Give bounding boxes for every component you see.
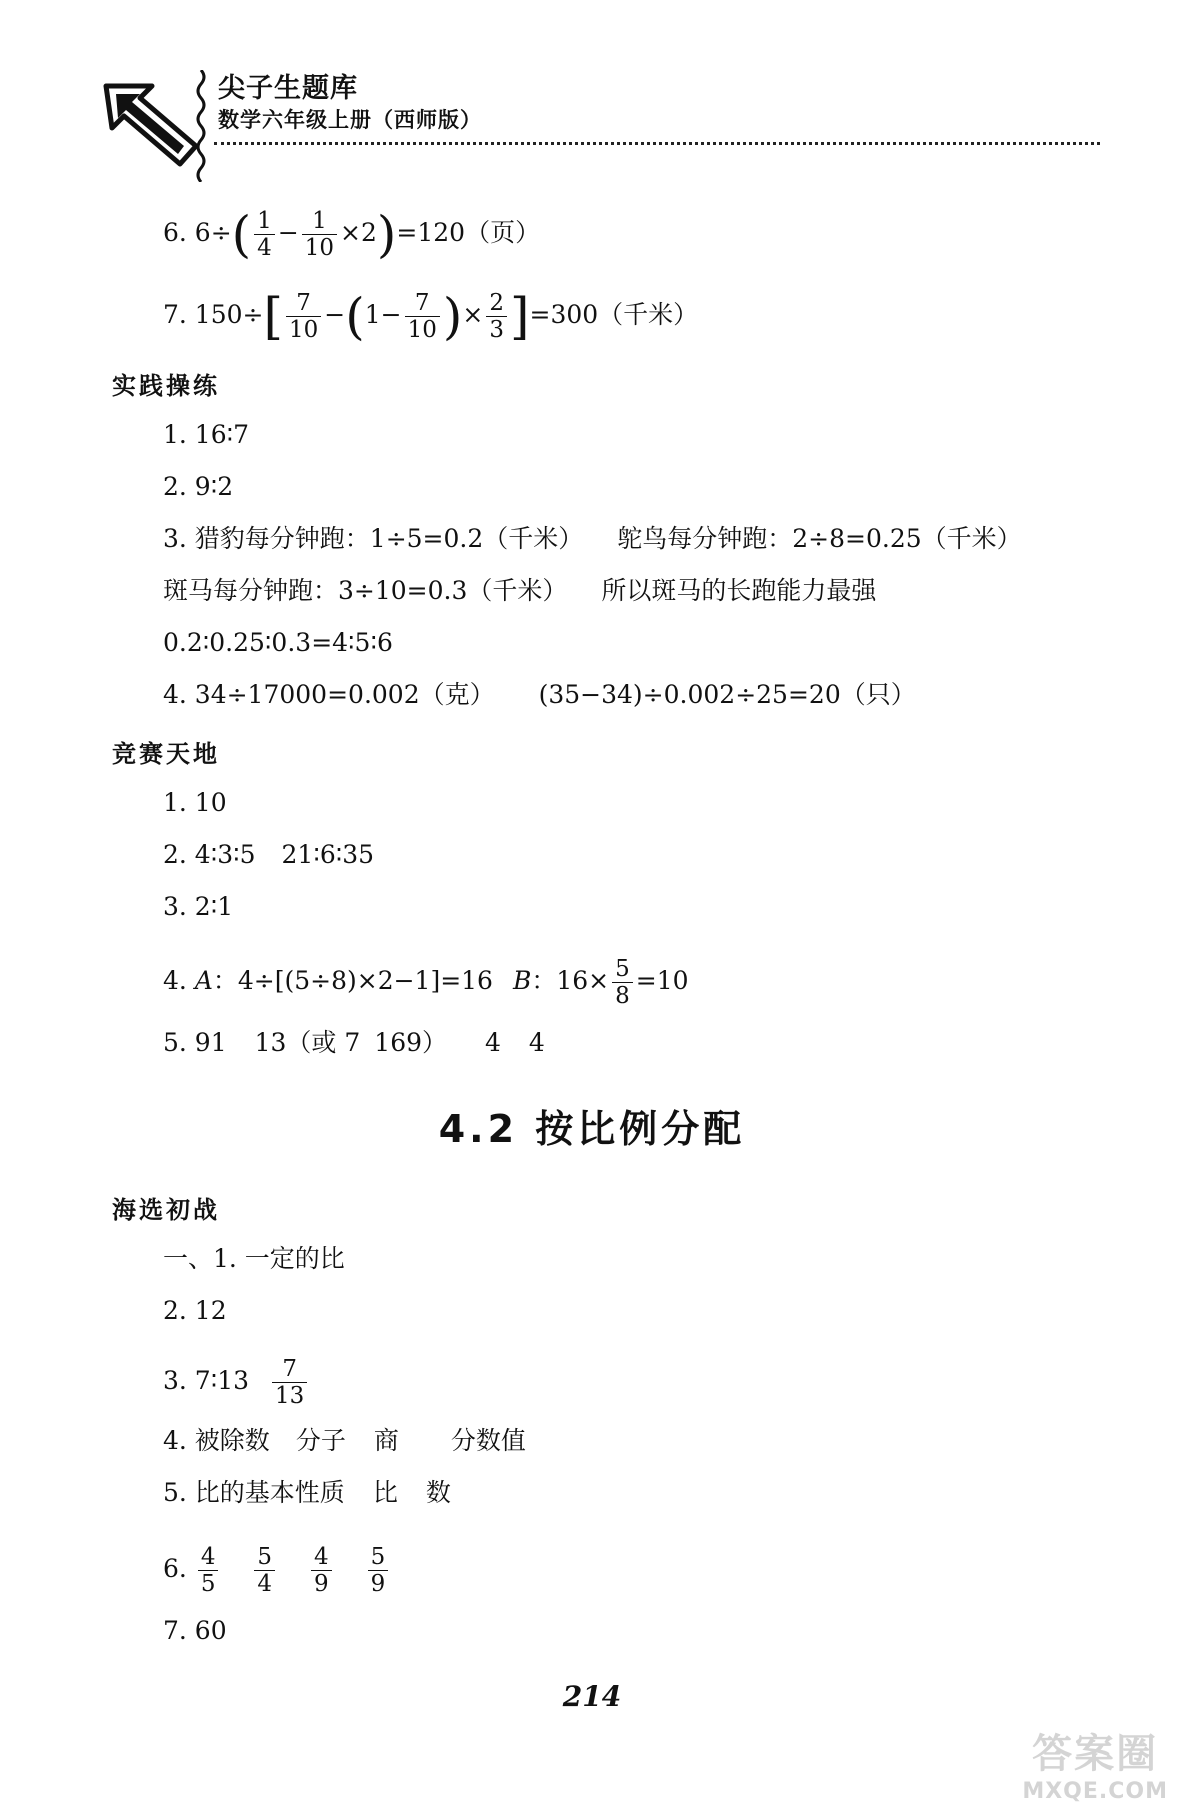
practice-item-2: 2. 9∶2 <box>163 472 234 501</box>
fraction: $\frac{2}{3}$ <box>486 290 507 343</box>
arrow-logo-icon <box>100 80 208 170</box>
answer-line-7: 7. 150÷[ $\frac{7}{10}$ −(1− $\frac{7}{10}$ )× $\frac{2}{3}$ ]=300（千米） <box>163 287 699 346</box>
practice-item-4: 4. 34÷17000=0.002（克） (35−34)÷0.002÷25=20（只） <box>163 680 916 709</box>
first-item-2: 2. 12 <box>163 1296 227 1325</box>
practice-item-3: 3. 猎豹每分钟跑：1÷5=0.2（千米） 鸵鸟每分钟跑：2÷8=0.25（千米） <box>163 524 1022 553</box>
watermark-logo: 答案圈 MXQE.COM <box>1022 1731 1168 1804</box>
contest-item-5: 5. 91 13（或 7 169） 4 4 <box>163 1028 545 1057</box>
fraction: $\frac{5}{4}$ <box>254 1544 275 1597</box>
chapter-heading: 4.2 按比例分配 <box>438 1107 746 1151</box>
fraction: $\frac{7}{13}$ <box>272 1356 307 1409</box>
fraction: $\frac{5}{9}$ <box>368 1544 389 1597</box>
fraction: $\frac{7}{10}$ <box>405 290 440 343</box>
fraction: $\frac{1}{4}$ <box>254 208 275 261</box>
contest-item-4: 4. A：4÷[(5÷8)×2−1]=16 B：16× $\frac{5}{8}$ =10 <box>163 956 689 1009</box>
contest-item-1: 1. 10 <box>163 788 227 817</box>
fraction: $\frac{7}{10}$ <box>286 290 321 343</box>
book-subtitle: 数学六年级上册（西师版） <box>218 108 482 132</box>
fraction: $\frac{4}{5}$ <box>198 1544 219 1597</box>
wave-divider <box>194 70 208 182</box>
first-item-3: 3. 7∶13 $\frac{7}{13}$ <box>163 1356 310 1409</box>
answer-line-6: 6. 6÷( $\frac{1}{4}$ − $\frac{1}{10}$ ×2)=120（页） <box>163 205 541 264</box>
first-item-4: 4. 被除数 分子 商 分数值 <box>163 1426 526 1455</box>
contest-item-2: 2. 4∶3∶5 21∶6∶35 <box>163 840 375 869</box>
first-item-5: 5. 比的基本性质 比 数 <box>163 1478 451 1507</box>
practice-item-3-cont: 斑马每分钟跑：3÷10=0.3（千米） 所以斑马的长跑能力最强 <box>163 576 877 605</box>
contest-item-3: 3. 2∶1 <box>163 892 234 921</box>
section-heading-contest: 竞赛天地 <box>112 740 220 768</box>
fraction: $\frac{1}{10}$ <box>302 208 337 261</box>
first-item-1: 一、1. 一定的比 <box>163 1244 345 1273</box>
header-dotted-rule <box>214 142 1100 145</box>
page-number: 214 <box>562 1680 622 1713</box>
fraction: $\frac{4}{9}$ <box>311 1544 332 1597</box>
book-title: 尖子生题库 <box>218 73 358 104</box>
first-item-6: 6. $\frac{4}{5}$ $\frac{5}{4}$ $\frac{4}{9}$ $\frac{5}{9}$ <box>163 1544 391 1597</box>
section-heading-first: 海选初战 <box>112 1196 220 1224</box>
section-heading-practice: 实践操练 <box>112 372 220 400</box>
first-item-7: 7. 60 <box>163 1616 227 1645</box>
fraction: $\frac{5}{8}$ <box>612 956 633 1009</box>
practice-item-3-ratio: 0.2∶0.25∶0.3=4∶5∶6 <box>163 628 393 657</box>
practice-item-1: 1. 16∶7 <box>163 420 250 449</box>
